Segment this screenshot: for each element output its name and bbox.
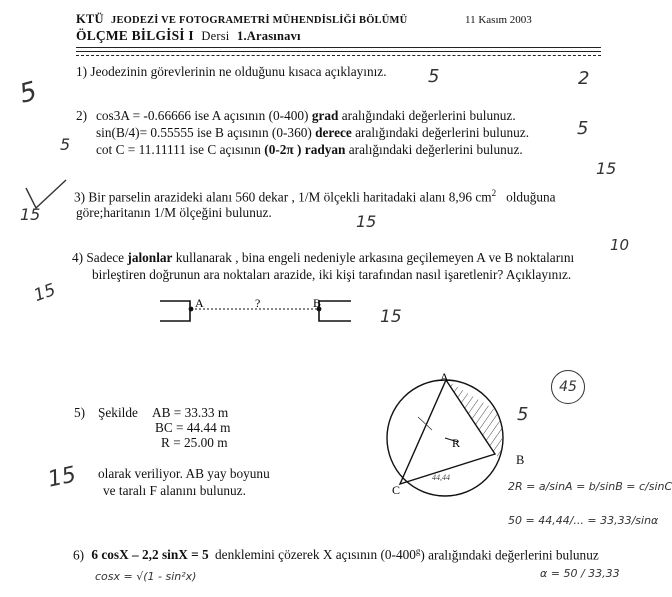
margin-score-q3: 15	[20, 205, 41, 224]
q2-line3-pre: cot C = 11.11111 ise C açısının	[96, 142, 261, 157]
eq-alpha: α = 50 / 33,33	[540, 567, 620, 580]
question-3-line-1	[74, 188, 556, 205]
score-q2: 5	[577, 118, 589, 139]
header-rule-1	[76, 47, 601, 48]
point-a	[189, 307, 194, 312]
checkmark-q3	[22, 178, 72, 212]
q2-line1-pre: cos3A = -0.66666 ise A açısının (0-400)	[96, 108, 309, 123]
q2-line2-post: aralığındaki değerlerini bulunuz.	[355, 125, 530, 140]
building-b	[319, 301, 351, 321]
question-5-intro: Şekilde	[98, 405, 138, 420]
q3-line1-post: olduğuna	[496, 189, 556, 205]
q6-number: 6)	[73, 547, 85, 563]
triangle	[400, 380, 495, 484]
q4-line1-bold: jalonlar	[127, 250, 173, 265]
q6-sup: g	[415, 546, 421, 556]
question-5-line-5: ve taralı F alanını bulunuz.	[103, 483, 246, 498]
q6-post2: ) aralığındaki değerlerini bulunuz	[420, 547, 599, 563]
institution-prefix: KTÜ	[76, 12, 104, 26]
q2-line3-post: aralığındaki değerlerini bulunuz.	[348, 142, 523, 157]
question-5-line-4: olarak veriliyor. AB yay boyunu	[98, 466, 270, 481]
q2-line2-bold: derece	[315, 125, 352, 140]
score-q5: 5	[517, 404, 529, 425]
fig-label-q: ?	[255, 296, 261, 310]
fig-label-r: R	[452, 436, 461, 450]
fig-label-a: A	[440, 370, 449, 384]
fig-label-b: B	[313, 296, 322, 310]
q4-figure	[155, 294, 365, 328]
course-name: ÖLÇME BİLGİSİ I	[76, 28, 194, 43]
q3-sup: 2	[491, 188, 497, 198]
fig-label-a: A	[195, 296, 204, 310]
course-suffix: Dersi	[201, 29, 230, 43]
q2-line1-bold: grad	[311, 108, 339, 123]
eq-cos: cosx = √(1 - sin²x)	[95, 570, 197, 583]
margin-score-q5: 15	[45, 462, 79, 493]
header-line	[76, 12, 407, 27]
score-q3-below: 15	[356, 212, 377, 231]
header-rule-3	[76, 55, 601, 56]
question-3-line-2: göre;haritanın 1/M ölçeğini bulunuz.	[76, 205, 272, 220]
exam-date: 11 Kasım 2003	[465, 14, 532, 26]
question-6	[73, 546, 599, 563]
question-2-line-1	[96, 108, 516, 124]
fig-side-label: 44,44	[432, 473, 450, 482]
q2-line1-post: aralığındaki değerlerini bulunuz.	[341, 108, 516, 123]
score-q4-figure: 15	[380, 307, 402, 327]
question-5-ab: AB = 33.33 m	[152, 405, 229, 420]
question-5-number: 5)	[74, 405, 86, 420]
q4-line1-pre: 4) Sadece	[72, 250, 125, 265]
score-q3: 15	[596, 159, 617, 178]
header-rule-2	[76, 51, 601, 52]
q2-line3-bold: (0-2π ) radyan	[264, 142, 346, 157]
question-2-line-2	[96, 125, 529, 141]
question-2-line-3	[96, 142, 523, 158]
question-4-line-1	[72, 250, 574, 266]
question-5-r: R = 25.00 m	[161, 435, 228, 450]
score-q1: 5	[428, 66, 440, 87]
eq-law-of-sines: 2R = a/sinA = b/sinB = c/sinC	[508, 480, 672, 493]
fig-label-b: B	[516, 453, 525, 467]
fig-label-c: C	[392, 483, 401, 497]
question-4-line-2: birleştiren doğrunun ara noktaları arazide, iki kişi tarafından nasıl işaretlenir? Açıklayınız.	[92, 267, 572, 282]
institution-name: JEODEZİ VE FOTOGRAMETRİ MÜHENDİSLİĞİ BÖLÜMÜ	[111, 15, 408, 26]
building-a	[160, 301, 190, 321]
score-q1-right: 2	[578, 68, 590, 89]
score-q4: 10	[610, 236, 630, 254]
margin-score-q1: 5	[16, 76, 41, 110]
q6-equation: 6 cosX – 2,2 sinX = 5	[91, 547, 209, 563]
course-line	[76, 28, 301, 44]
margin-score-q4: 15	[31, 279, 59, 307]
question-2-number: 2)	[76, 108, 88, 123]
q5-figure	[380, 372, 515, 502]
q2-line2-pre: sin(B/4)= 0.55555 ise B açısının (0-360)	[96, 125, 312, 140]
exam-name: 1.Arasınavı	[237, 29, 301, 43]
q4-line1-post: kullanarak , bina engeli nedeniyle arkasına geçilemeyen A ve B noktalarını	[175, 250, 575, 265]
question-5-bc: BC = 44.44 m	[155, 420, 231, 435]
score-q5-circled: 45	[551, 370, 585, 404]
q3-line1-pre: 3) Bir parselin arazideki alanı 560 dekar , 1/M ölçekli haritadaki alanı 8,96 cm	[74, 189, 492, 205]
eq-50: 50 = 44,44/... = 33,33/sinα	[508, 514, 659, 527]
question-1: 1) Jeodezinin görevlerinin ne olduğunu kısaca açıklayınız.	[76, 64, 387, 79]
margin-score-q2: 5	[60, 135, 71, 154]
q6-post: denklemini çözerek X açısının (0-400	[215, 547, 416, 563]
